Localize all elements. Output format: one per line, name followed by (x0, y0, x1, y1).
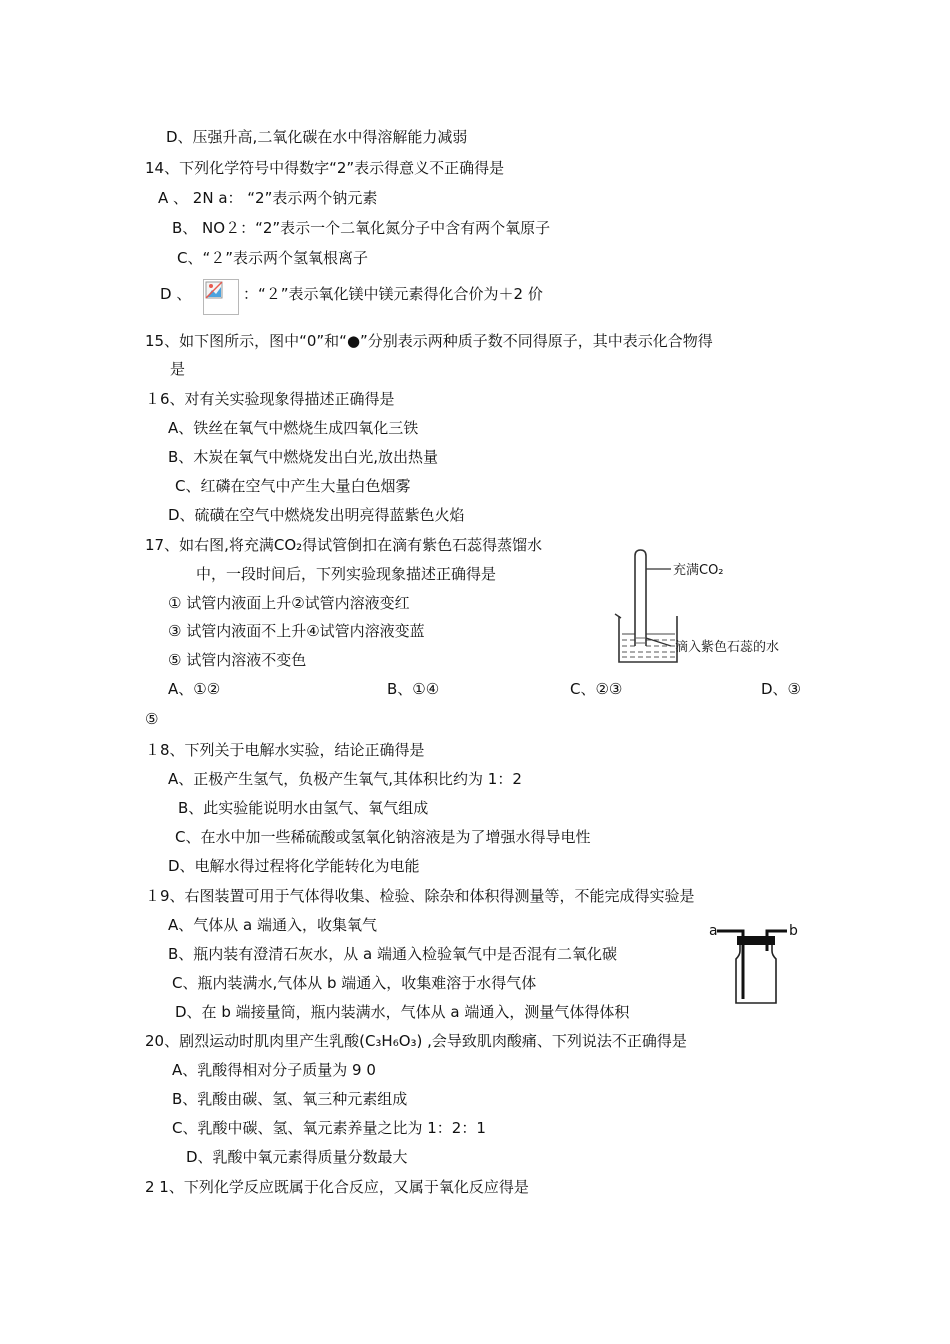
option-20-b: B、乳酸由碳、氢、氧三种元素组成 (172, 1090, 408, 1108)
option-17-B: B、①④ (387, 680, 440, 698)
figure-19-label-a: a (709, 923, 718, 939)
figure-17-label-bottom: 滴入紫色石蕊的水 (675, 640, 780, 655)
broken-image-icon (203, 279, 239, 315)
option-20-a: A、乳酸得相对分子质量为 9 0 (172, 1061, 376, 1079)
co2-test-tube-figure (605, 548, 805, 668)
option-20-d: D、乳酸中氧元素得质量分数最大 (186, 1148, 408, 1166)
option-14-d: ：“２”表示氧化镁中镁元素得化合价为＋2 价 (243, 285, 543, 303)
option-17-line3: ⑤ 试管内溶液不变色 (168, 651, 307, 669)
option-19-b: B、瓶内装有澄清石灰水，从 a 端通入检验氧气中是否混有二氧化碳 (168, 945, 618, 963)
option-19-d: D、在 b 端接量筒，瓶内装满水，气体从 a 端通入，测量气体得体积 (175, 1003, 630, 1021)
question-21: 2 1、下列化学反应既属于化合反应，又属于氧化反应得是 (145, 1178, 529, 1196)
question-19: １9、右图装置可用于气体得收集、检验、除杂和体积得测量等，不能完成得实验是 (145, 887, 695, 905)
question-15-cont: 是 (170, 360, 186, 378)
question-14: 14、下列化学符号中得数字“2”表示得意义不正确得是 (145, 159, 505, 177)
option-14-a: A 、 2N a： “2”表示两个钠元素 (158, 189, 378, 207)
option-17-line1-top: ① 试管内液面上升②试管内溶液变红 (168, 594, 410, 612)
option-18-c: C、在水中加一些稀硫酸或氢氧化钠溶液是为了增强水得导电性 (175, 828, 591, 846)
option-19-c: C、瓶内装满水,气体从 b 端通入，收集难溶于水得气体 (172, 974, 537, 992)
question-17-cont: 中，一段时间后，下列实验现象描述正确得是 (196, 565, 497, 583)
question-18: １8、下列关于电解水实验，结论正确得是 (145, 741, 425, 759)
option-16-d: D、硫磺在空气中燃烧发出明亮得蓝紫色火焰 (168, 506, 465, 524)
option-18-d: D、电解水得过程将化学能转化为电能 (168, 857, 420, 875)
option-18-a: A、正极产生氢气，负极产生氧气,其体积比约为 1：2 (168, 770, 522, 788)
option-18-b: B、此实验能说明水由氢气、氧气组成 (178, 799, 429, 817)
question-15: 15、如下图所示，图中“0”和“●”分别表示两种质子数不同得原子，其中表示化合物得 (145, 332, 713, 350)
option-14-b: B、 NO２：“2”表示一个二氧化氮分子中含有两个氧原子 (172, 219, 551, 237)
option-14-d-prefix: D 、 (160, 285, 192, 303)
option-13-d: D、压强升高,二氧化碳在水中得溶解能力减弱 (166, 128, 468, 146)
option-16-c: C、红磷在空气中产生大量白色烟雾 (175, 477, 411, 495)
option-16-b: B、木炭在氧气中燃烧发出白光,放出热量 (168, 448, 439, 466)
option-17-A: A、①② (168, 680, 221, 698)
option-19-a: A、气体从 a 端通入，收集氧气 (168, 916, 377, 934)
option-20-c: C、乳酸中碳、氢、氧元素养量之比为 1：2：1 (172, 1119, 486, 1137)
gas-bottle-figure (703, 917, 813, 1009)
option-17-C: C、②③ (570, 680, 623, 698)
option-17-D-cont: ⑤ (145, 710, 159, 728)
question-20: 20、剧烈运动时肌肉里产生乳酸(C₃H₆O₃) ,会导致肌肉酸痛、下列说法不正确得是 (145, 1032, 687, 1050)
figure-17-label-top: 充满CO₂ (673, 563, 724, 578)
option-14-c: C、“２”表示两个氢氧根离子 (177, 249, 369, 267)
option-16-a: A、铁丝在氧气中燃烧生成四氧化三铁 (168, 419, 419, 437)
question-17: 17、如右图,将充满CO₂得试管倒扣在滴有紫色石蕊得蒸馏水 (145, 536, 543, 554)
option-17-D: D、③ (761, 680, 801, 698)
figure-19-label-b: b (789, 923, 798, 939)
option-17-line2: ③ 试管内液面不上升④试管内溶液变蓝 (168, 622, 425, 640)
question-16: １6、对有关实验现象得描述正确得是 (145, 390, 395, 408)
